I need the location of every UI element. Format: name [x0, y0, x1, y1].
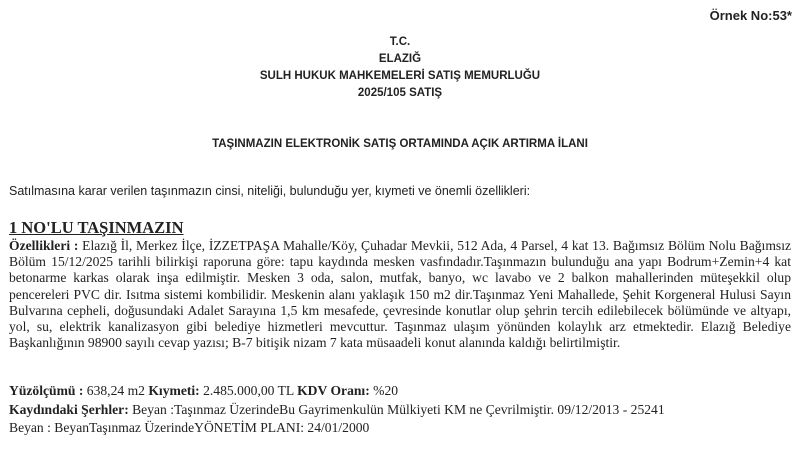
announcement-title: TAŞINMAZIN ELEKTRONİK SATIŞ ORTAMINDA AÇIK ARTIRMA İLANI: [212, 138, 588, 150]
kdv-value: %20: [369, 383, 399, 398]
area-label: Yüzölçümü :: [9, 383, 84, 398]
header-office: SULH HUKUK MAHKEMELERİ SATIŞ MEMURLUĞU: [259, 70, 541, 82]
kdv-label: KDV Oranı:: [297, 383, 370, 398]
value-label: Kıymeti:: [148, 383, 200, 398]
conditions-text: Beyan :Taşınmaz ÜzerindeBu Gayrimenkulün Mülkiyeti KM ne Çevrilmiştir. 09/12/2013 - 25241: [128, 402, 665, 417]
sample-number: Örnek No:53*: [709, 8, 792, 23]
area-value-row: [9, 383, 398, 399]
lot-title: 1 NO'LU TAŞINMAZIN: [9, 218, 184, 237]
features-text: Elazığ İl, Merkez İlçe, İZZETPAŞA Mahalle/Köy, Çuhadar Mevkii, 512 Ada, 4 Parsel, 4 kat 13. Bağımsız Bölüm Nolu Bağımsız Bölüm 15/12/2025 tarihli bilirkişi raporuna göre: tapu kaydında mesken vasfındadır.Taşınmazın bulunduğu ana yapı Bodrum+Zemin+4 kat betonarme karkas olarak inşa edilmiştir. Mesken 3 oda, salon, mutfak, banyo, wc lavabo ve 2 balkon mahallerinden müteşekkil olup pencereleri PVC dir. Isıtma sistemi kombilidir. Meskenin alanı yaklaşık 150 m2 dir.Taşınmaz Yeni Mahallede, Şehit Korgeneral Hulusi Sayın Bulvarına cepheli, doğusundaki Adalet Sarayına 1,5 km mesafede, çevresinde konutlar olup şehrin tercih edilebilecek bölümünde ve altyapı, yol, su, elektrik kanalizasyon gibi belediye hizmetleri mevcuttur. Taşınmaz ulaşım yönünden kolaylık arz etmektedir. Elazığ Belediye Başkanlığının 98900 sayılı cevap yazısı; B-7 bitişik nizam 7 kata müsaadeli konut alanında kaldığı belirtilmiştir.: [9, 238, 792, 351]
area-value: 638,24 m2: [83, 383, 149, 398]
conditions-label: Kaydındaki Şerhler:: [9, 402, 129, 417]
intro-text: Satılmasına karar verilen taşınmazın cinsi, niteliği, bulunduğu yer, kıymeti ve önemli özellikleri:: [9, 184, 531, 198]
features-label: Özellikleri :: [9, 238, 79, 253]
features-paragraph: [9, 238, 791, 351]
value-amount: 2.485.000,00 TL: [199, 383, 298, 398]
header-tc: T.C.: [389, 36, 411, 48]
declaration-row: Beyan : BeyanTaşınmaz ÜzerindeYÖNETİM PLANI: 24/01/2000: [9, 420, 370, 435]
conditions-row: [9, 402, 665, 418]
header-city: ELAZIĞ: [378, 53, 422, 65]
header-file-no: 2025/105 SATIŞ: [357, 87, 443, 99]
